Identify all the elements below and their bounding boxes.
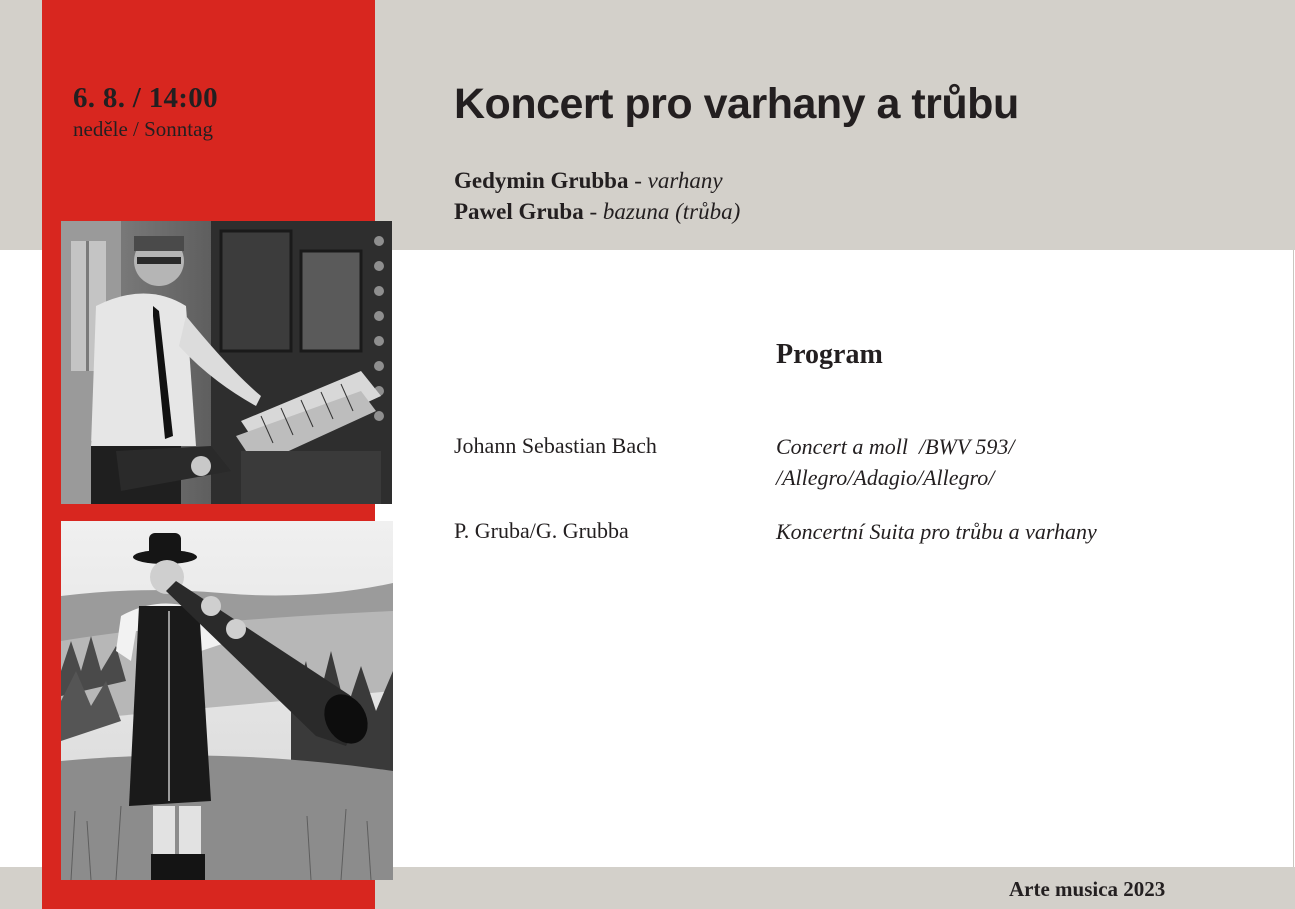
program-work [776, 431, 1015, 493]
event-date-time: 6. 8. / 14:00 [73, 82, 218, 114]
performer-separator: - [628, 168, 648, 193]
program-composer: Johann Sebastian Bach [454, 433, 657, 458]
program-work-line: Concert a moll /BWV 593/ [776, 434, 1015, 459]
trumpeter-photo [61, 521, 393, 880]
performer-name: Pawel Gruba [454, 199, 584, 224]
performer-line [454, 168, 723, 194]
performer-instrument: varhany [647, 168, 723, 193]
organist-photo-graphic [61, 221, 392, 504]
program-work-line: /Allegro/Adagio/Allegro/ [776, 465, 995, 490]
performer-separator: - [583, 199, 603, 224]
concert-title: Koncert pro varhany a trůbu [454, 80, 1019, 128]
program-work-line: Koncertní Suita pro trůbu a varhany [776, 519, 1097, 544]
program-heading: Program [776, 339, 883, 370]
organist-photo [61, 221, 392, 504]
performer-line [454, 199, 740, 225]
performer-instrument: bazuna (trůba) [602, 199, 741, 224]
program-work [776, 516, 1097, 547]
footer-festival-name: Arte musica 2023 [1009, 877, 1166, 901]
performer-name: Gedymin Grubba [454, 168, 629, 193]
program-composer: P. Gruba/G. Grubba [454, 518, 629, 543]
event-day: neděle / Sonntag [73, 117, 213, 141]
page-edge-rule [1293, 250, 1294, 867]
trumpeter-photo-graphic [61, 521, 393, 880]
